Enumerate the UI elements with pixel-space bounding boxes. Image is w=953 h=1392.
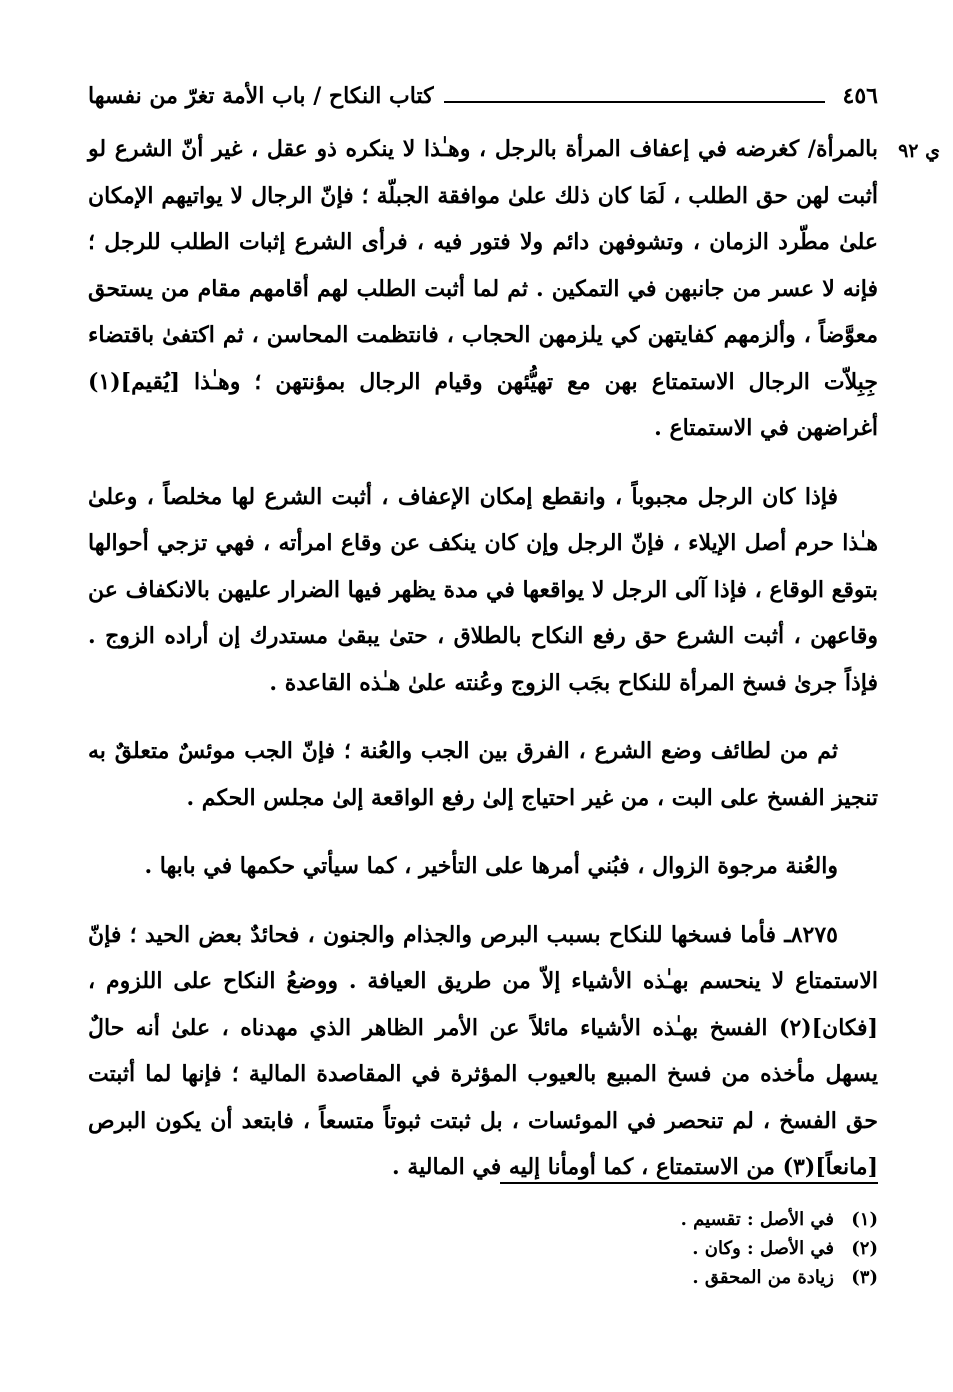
footnote-separator <box>500 1182 878 1184</box>
footnote <box>400 1234 878 1263</box>
footnote <box>400 1205 878 1234</box>
footnote-number: (٣) <box>851 1267 878 1288</box>
header-title: كتاب النكاح / باب الأمة تغرّ من نفسها <box>88 83 434 109</box>
footnote-text: زيادة من المحقق . <box>692 1267 834 1288</box>
paragraph: ٨٢٧٥ـ فأما فسخها للنكاح بسبب البرص والجذام والجنون ، فحائدٌ بعض الحيد ؛ فإنّ الاستمتاع لا ينحسم بهـٰذه الأشياء إلاّ من طريق العيافة . ووضعُ النكاح على اللزوم ، [فكان](٢) الفسخ بهـٰذه الأشياء مائلاً عن الأمر الظاهر الذي مهدناه ، علىٰ أنه حالٌ يسهل مأخذه من فسخ المبيع بالعيوب المؤثرة في المقاصدة المالية ؛ فإنها لما أثبتت حق الفسخ ، لم تنحصر في الموئسات ، بل ثبتت ثبوتاً متسعاً ، فابتعد أن يكون البرص [مانعاً](٣) من الاستمتاع ، كما أومأنا إليه في المالية . <box>88 921 878 1180</box>
footnote-number: (١) <box>851 1209 878 1230</box>
main-text <box>88 126 878 1191</box>
footnote-number: (٢) <box>851 1238 878 1259</box>
page-number: ٤٥٦ <box>842 83 878 109</box>
running-header <box>88 76 878 116</box>
paragraph: بالمرأة/ كغرضه في إعفاف المرأة بالرجل ، وهـٰذا لا ينكره ذو عقل ، غير أنّ الشرع لو أثبت لهن حق الطلب ، لَمَا كان ذلك علىٰ موافقة الجبلّة ؛ فإنّ الرجال لا يواتيهم الإمكان علىٰ مطّرد الزمان ، وتشوفهن دائم ولا فتور فيه ، فرأى الشرع إثبات الطلب للرجل ؛ فإنه لا عسر من جانبهن في التمكين . ثم لما أثبت الطلب لهم أقامهم مقام من يستحق معوَّضاً ، وألزمهم كفايتهن كي يلزمهن الحجاب ، فانتظمت المحاسن ، ثم اكتفىٰ باقتضاء جِبِلاّت الرجال الاستمتاع بهن مع تهيُّئهن وقيام الرجال بمؤنتهن ؛ وهـٰذا [يُقيم](١) أغراضهن في الاستمتاع . <box>88 136 878 441</box>
footnotes <box>400 1205 878 1292</box>
footnote-text: في الأصل : تقسيم . <box>680 1209 834 1230</box>
paragraph: فإذا كان الرجل مجبوباً ، وانقطع إمكان الإعفاف ، أثبت الشرع لها مخلصاً ، وعلىٰ هـٰذا حرم أصل الإيلاء ، فإنّ الرجل وإن كان ينكف عن وقاع امرأته ، فهي تزجي أحوالها بتوقع الوقاع ، فإذا آلى الرجل لا يواقعها في مدة يظهر فيها الضرار عليهن بالانكفاف عن وقاعهن ، أثبت الشرع حق رفع النكاح بالطلاق ، حتىٰ يبقىٰ مستدرك إن أراده الزوج . فإذاً جرىٰ فسخ المرأة للنكاح بجَب الزوج وعُنته علىٰ هـٰذه القاعدة . <box>88 483 878 696</box>
footnote <box>400 1263 878 1292</box>
marginal-reference: ي ٩٢ <box>898 140 940 162</box>
paragraph: ثم من لطائف وضع الشرع ، الفرق بين الجب والعُنة ؛ فإنّ الجب موئسٌ متعلقٌ به تنجيز الفسخ على البت ، من غير احتياج إلىٰ رفع الواقعة إلىٰ مجلس الحكم . <box>88 738 878 811</box>
header-rule <box>444 101 825 103</box>
paragraph: والعُنة مرجوة الزوال ، فبُني أمرها على التأخير ، كما سيأتي حكمها في بابها . <box>144 853 838 879</box>
footnote-text: في الأصل : وكان . <box>692 1238 834 1259</box>
